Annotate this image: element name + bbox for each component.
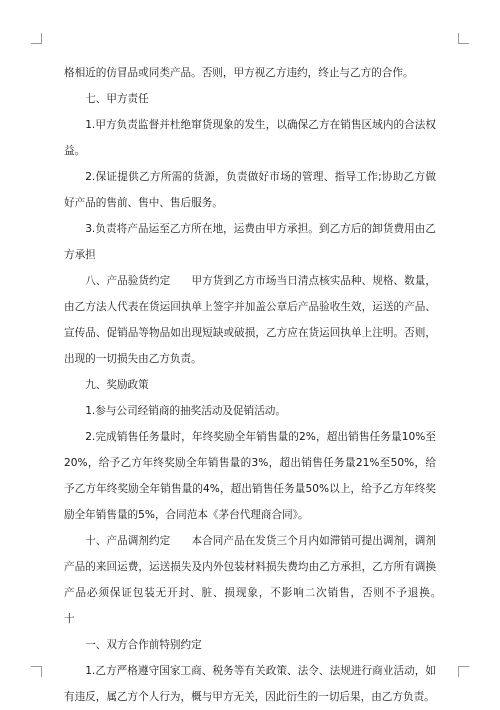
paragraph: 2.保证提供乙方所需的货源，负责做好市场的管理、指导工作;协助乙方做好产品的售前、售中、售后服务。 xyxy=(64,171,436,209)
paragraph: 1.参与公司经销商的抽奖活动及促销活动。 xyxy=(85,405,286,417)
paragraph-continuation: 格相近的仿冒品或同类产品。否则，甲方视乙方违约，终止与乙方的合作。 xyxy=(64,67,414,79)
paragraph: 2.完成销售任务量时，年终奖励全年销售量的2%，超出销售任务量10%至20%，给予乙方年终奖励全年销售量的3%，超出销售任务量21%至50%，给予乙方年终奖励全年销售量的4%，超出销售任务量50%以上，给予乙方年终奖励全年销售量的5%，合同范本《茅台代理商合同》。 xyxy=(64,431,436,521)
section-heading-party-a-duties: 七、甲方责任 xyxy=(85,93,149,105)
crop-mark-top-left xyxy=(31,33,42,44)
section-heading-special-agreement: 一、双方合作前特别约定 xyxy=(85,639,202,651)
paragraph: 1.甲方负责监督并杜绝窜货现象的发生，以确保乙方在销售区域内的合法权益。 xyxy=(64,119,436,157)
paragraph: 1.乙方严格遵守国家工商、税务等有关政策、法令、法规进行商业活动，如有违反，属乙方个人行为，概与甲方无关，因此衍生的一切后果，由乙方负责。 xyxy=(64,665,436,703)
paragraph: 3.负责将产品运至乙方所在地，运费由甲方承担。到乙方后的卸货费用由乙方承担 xyxy=(64,223,436,261)
crop-mark-top-right xyxy=(458,33,469,44)
section-heading-reward-policy: 九、奖励政策 xyxy=(85,379,149,391)
section-adjustment-agreement: 十、产品调剂约定 本合同产品在发货三个月内如滞销可提出调剂，调剂产品的来回运费，运送损失及内外包装材料损失费均由乙方承担，乙方所有调换产品必须保证包装无开封、脏、损现象，不影响二次销售，否则不予退换。 十 xyxy=(64,535,458,625)
section-inspection-agreement: 八、产品验货约定 甲方货到乙方市场当日清点核实品种、规格、数量，由乙方法人代表在货运回执单上签字并加盖公章后产品验收生效，运送的产品、宣传品、促销品等物品如出现短缺或破损，乙方应在货运回执单上注明。否则，出现的一切损失由乙方负责。 xyxy=(64,275,436,365)
document-body xyxy=(64,60,458,710)
crop-mark-bottom-right xyxy=(458,666,469,677)
crop-mark-bottom-left xyxy=(31,666,42,677)
